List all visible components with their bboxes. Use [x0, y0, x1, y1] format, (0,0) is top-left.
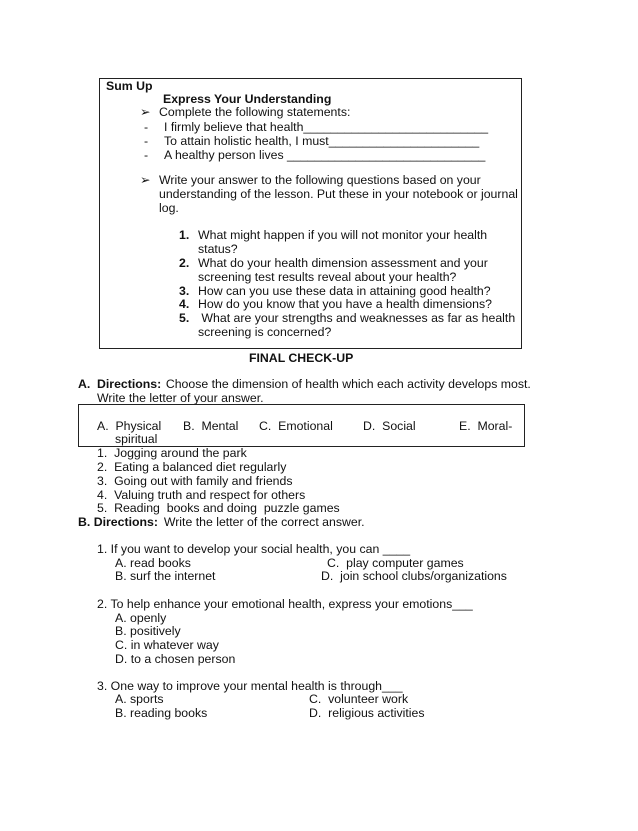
choice-c: C. Emotional [259, 419, 333, 433]
question-4-line1: How do you know that you have a health dimensions? [198, 297, 492, 311]
question-1-line1: What might happen if you will not monitor your health [198, 228, 488, 242]
final-checkup-title: FINAL CHECK-UP [249, 351, 354, 365]
activity-3: 3. Going out with family and friends [97, 474, 293, 488]
bullet-arrow-icon: ➢ [140, 105, 151, 119]
part-a-label: Directions: [97, 377, 162, 391]
part-b-text: Write the letter of the correct answer. [157, 515, 365, 529]
question-num-1: 1. [179, 228, 190, 242]
activity-1: 1. Jogging around the park [97, 446, 247, 460]
mcq-2-option-a: A. openly [115, 611, 167, 625]
bullet1-text: Complete the following statements: [159, 105, 351, 119]
mcq-2-option-b: B. positively [115, 624, 181, 638]
part-a-text2: Write the letter of your answer. [97, 391, 264, 405]
bullet2-line2: understanding of the lesson. Put these in your notebook or journal [159, 187, 518, 201]
sum-up-subheading: Express Your Understanding [163, 92, 332, 106]
activity-4: 4. Valuing truth and respect for others [97, 488, 306, 502]
question-3-line1: How can you use these data in attaining good health? [198, 284, 491, 298]
statement-2: To attain holistic health, I must______________________ [164, 134, 480, 148]
mcq-3-option-c: C. volunteer work [309, 692, 409, 706]
mcq-2-stem: 2. To help enhance your emotional health, express your emotions___ [97, 597, 473, 611]
mcq-1-stem: 1. If you want to develop your social health, you can ____ [97, 542, 411, 556]
choice-e: E. Moral- [459, 419, 513, 433]
mcq-2-option-d: D. to a chosen person [115, 652, 236, 666]
mcq-2-option-c: C. in whatever way [115, 638, 219, 652]
activity-2: 2. Eating a balanced diet regularly [97, 460, 287, 474]
question-5-line1: What are your strengths and weaknesses as far as health [198, 311, 516, 325]
question-num-3: 3. [179, 284, 190, 298]
mcq-1-option-a: A. read books [115, 556, 191, 570]
part-a-letter: A. [78, 377, 91, 391]
question-5-line2: screening is concerned? [198, 325, 332, 339]
question-2-line1: What do your health dimension assessment and your [198, 256, 488, 270]
sum-up-heading: Sum Up [106, 79, 153, 93]
part-a-text: Choose the dimension of health which each activity develops most. [159, 377, 531, 391]
bullet2-line3: log. [159, 201, 179, 215]
dash-2: - [144, 134, 149, 148]
mcq-3-option-a: A. sports [115, 692, 164, 706]
choice-b: B. Mental [183, 419, 239, 433]
mcq-3-stem: 3. One way to improve your mental health is through___ [97, 679, 403, 693]
dash-1: - [144, 120, 149, 134]
question-num-5: 5. [179, 311, 190, 325]
part-b-label: B. Directions: [78, 515, 158, 529]
question-num-4: 4. [179, 297, 190, 311]
mcq-3-option-b: B. reading books [115, 706, 208, 720]
choice-a: A. Physical [97, 419, 162, 433]
mcq-1-option-d: D. join school clubs/organizations [321, 569, 507, 583]
activity-5: 5. Reading books and doing puzzle games [97, 501, 340, 515]
mcq-1-option-b: B. surf the internet [115, 569, 216, 583]
statement-3: A healthy person lives _____________________________ [164, 148, 486, 162]
bullet-arrow-icon-2: ➢ [140, 173, 151, 187]
mcq-1-option-c: C. play computer games [327, 556, 464, 570]
bullet2-line1: Write your answer to the following questions based on your [159, 173, 481, 187]
question-1-line2: status? [198, 242, 238, 256]
dash-3: - [144, 148, 149, 162]
choice-e-wrap: spiritual [115, 432, 158, 446]
question-2-line2: screening test results reveal about your health? [198, 270, 457, 284]
statement-1: I firmly believe that health___________________________ [164, 120, 489, 134]
question-num-2: 2. [179, 256, 190, 270]
mcq-3-option-d: D. religious activities [309, 706, 425, 720]
choice-d: D. Social [363, 419, 416, 433]
